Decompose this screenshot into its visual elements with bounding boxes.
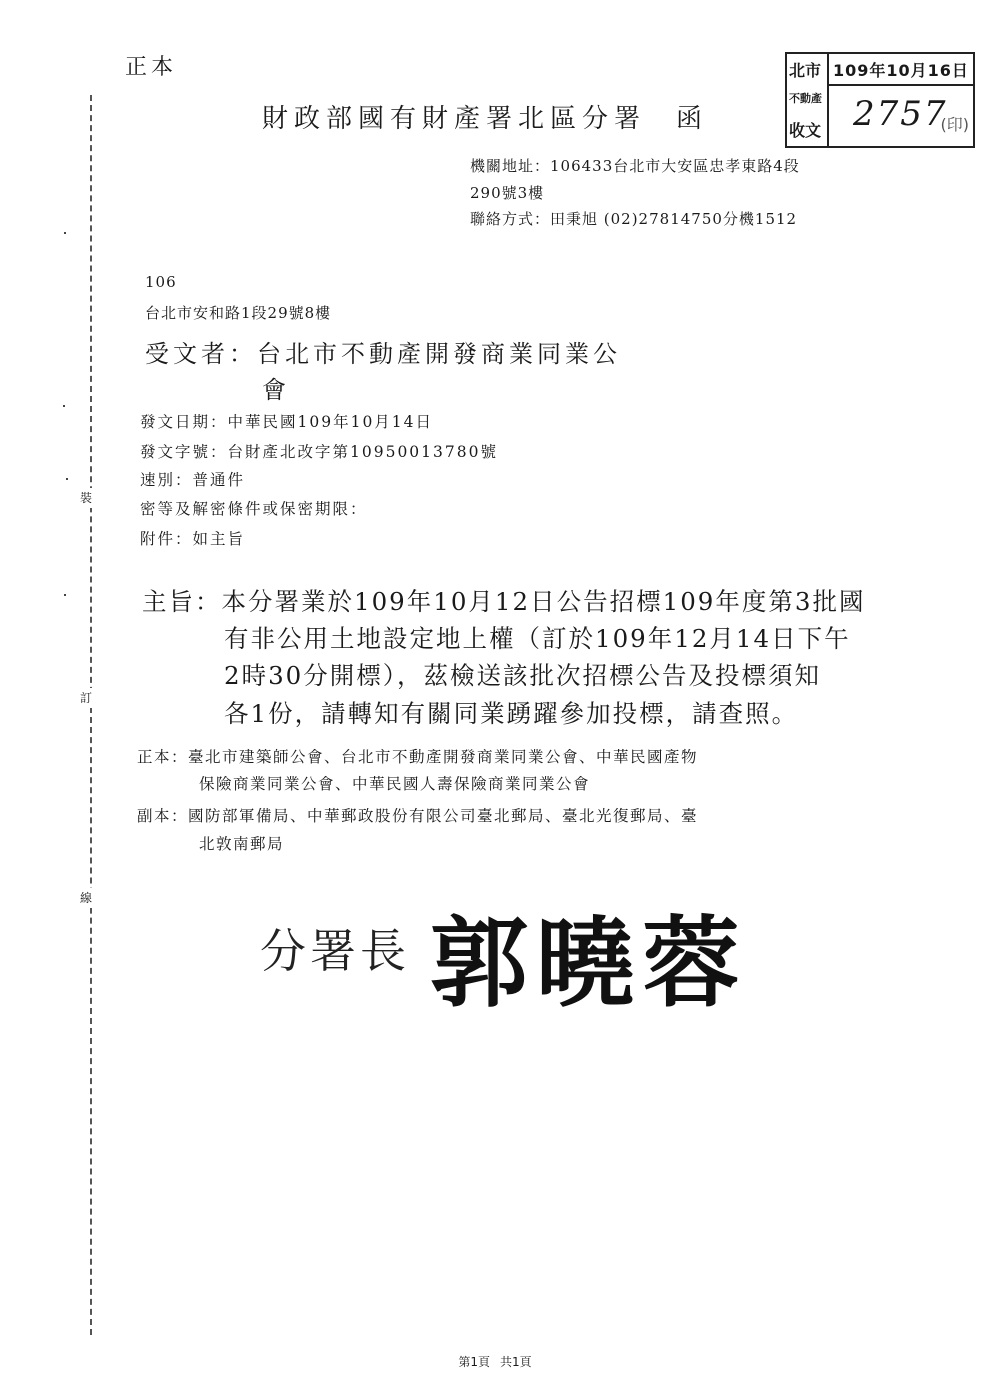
- recipient-address: 台北市安和路1段29號8樓: [145, 304, 332, 322]
- stamp-label-received: 收文: [789, 121, 822, 140]
- stamp-divider: [827, 84, 973, 86]
- attachment: 附件：如主旨: [140, 530, 246, 548]
- scan-speck: [64, 232, 66, 234]
- subject-line1: 主旨：本分署業於109年10月12日公告招標109年度第3批國: [142, 587, 866, 616]
- stamp-receipt-number: 2757: [853, 94, 948, 134]
- subject-line3: 2時30分開標），茲檢送該批次招標公告及投標須知: [224, 661, 822, 690]
- signatory-title: 分署長: [260, 924, 410, 978]
- issue-date: 發文日期：中華民國109年10月14日: [140, 413, 434, 431]
- recipient-postal-code: 106: [145, 273, 177, 291]
- secrecy-level: 密等及解密條件或保密期限：: [140, 500, 368, 518]
- stamp-date: 109年10月16日: [833, 61, 969, 80]
- agency-name: 財政部國有財產署北區分署: [262, 104, 647, 134]
- sender-address-line1: 機關地址：106433台北市大安區忠孝東路4段: [470, 157, 800, 175]
- original-recipients-cont: 保險商業同業公會、中華民國人壽保險商業同業公會: [199, 775, 591, 793]
- page-number: 第1頁: [458, 1355, 490, 1369]
- stamp-label-org: 不動產: [789, 92, 822, 105]
- original-recipients: 正本：臺北市建築師公會、台北市不動產開發商業同業公會、中華民國產物: [137, 748, 699, 766]
- binding-mark-xian: 線: [80, 888, 92, 908]
- scan-speck: [66, 478, 68, 480]
- sender-contact: 聯絡方式：田秉旭 (02)27814750分機1512: [470, 210, 798, 228]
- copy-label: 正本: [125, 55, 178, 80]
- subject-line2: 有非公用土地設定地上權（訂於109年12月14日下午: [224, 624, 851, 653]
- binding-mark-ding: 訂: [80, 688, 92, 708]
- scan-speck: [63, 405, 65, 407]
- page-footer: [0, 1353, 990, 1370]
- document-number: 發文字號：台財產北改字第10950013780號: [140, 443, 498, 461]
- scan-speck: [64, 594, 66, 596]
- document-type: 函: [676, 104, 709, 134]
- stamp-label-column: [787, 54, 829, 146]
- signatory-name-seal: 郭曉蓉: [430, 906, 749, 1021]
- binding-mark-zhuang: 裝: [80, 488, 92, 508]
- stamp-label-city: 北市: [789, 61, 822, 80]
- recipient-name-cont: 會: [262, 376, 286, 404]
- stamp-seal-mark: (印): [940, 115, 969, 134]
- document-title: [262, 98, 708, 135]
- binding-dashed-line: [90, 95, 92, 1335]
- recipient-name: 受文者：台北市不動產開發商業同業公: [145, 340, 621, 368]
- copy-recipients: 副本：國防部軍備局、中華郵政股份有限公司臺北郵局、臺北光復郵局、臺: [137, 807, 699, 825]
- subject-line4: 各1份，請轉知有關同業踴躍參加投標，請查照。: [224, 699, 799, 728]
- sender-address-line2: 290號3樓: [470, 184, 545, 202]
- page-total: 共1頁: [500, 1355, 532, 1369]
- delivery-speed: 速別：普通件: [140, 471, 246, 489]
- copy-recipients-cont: 北敦南郵局: [199, 835, 285, 853]
- receipt-stamp: [785, 52, 975, 148]
